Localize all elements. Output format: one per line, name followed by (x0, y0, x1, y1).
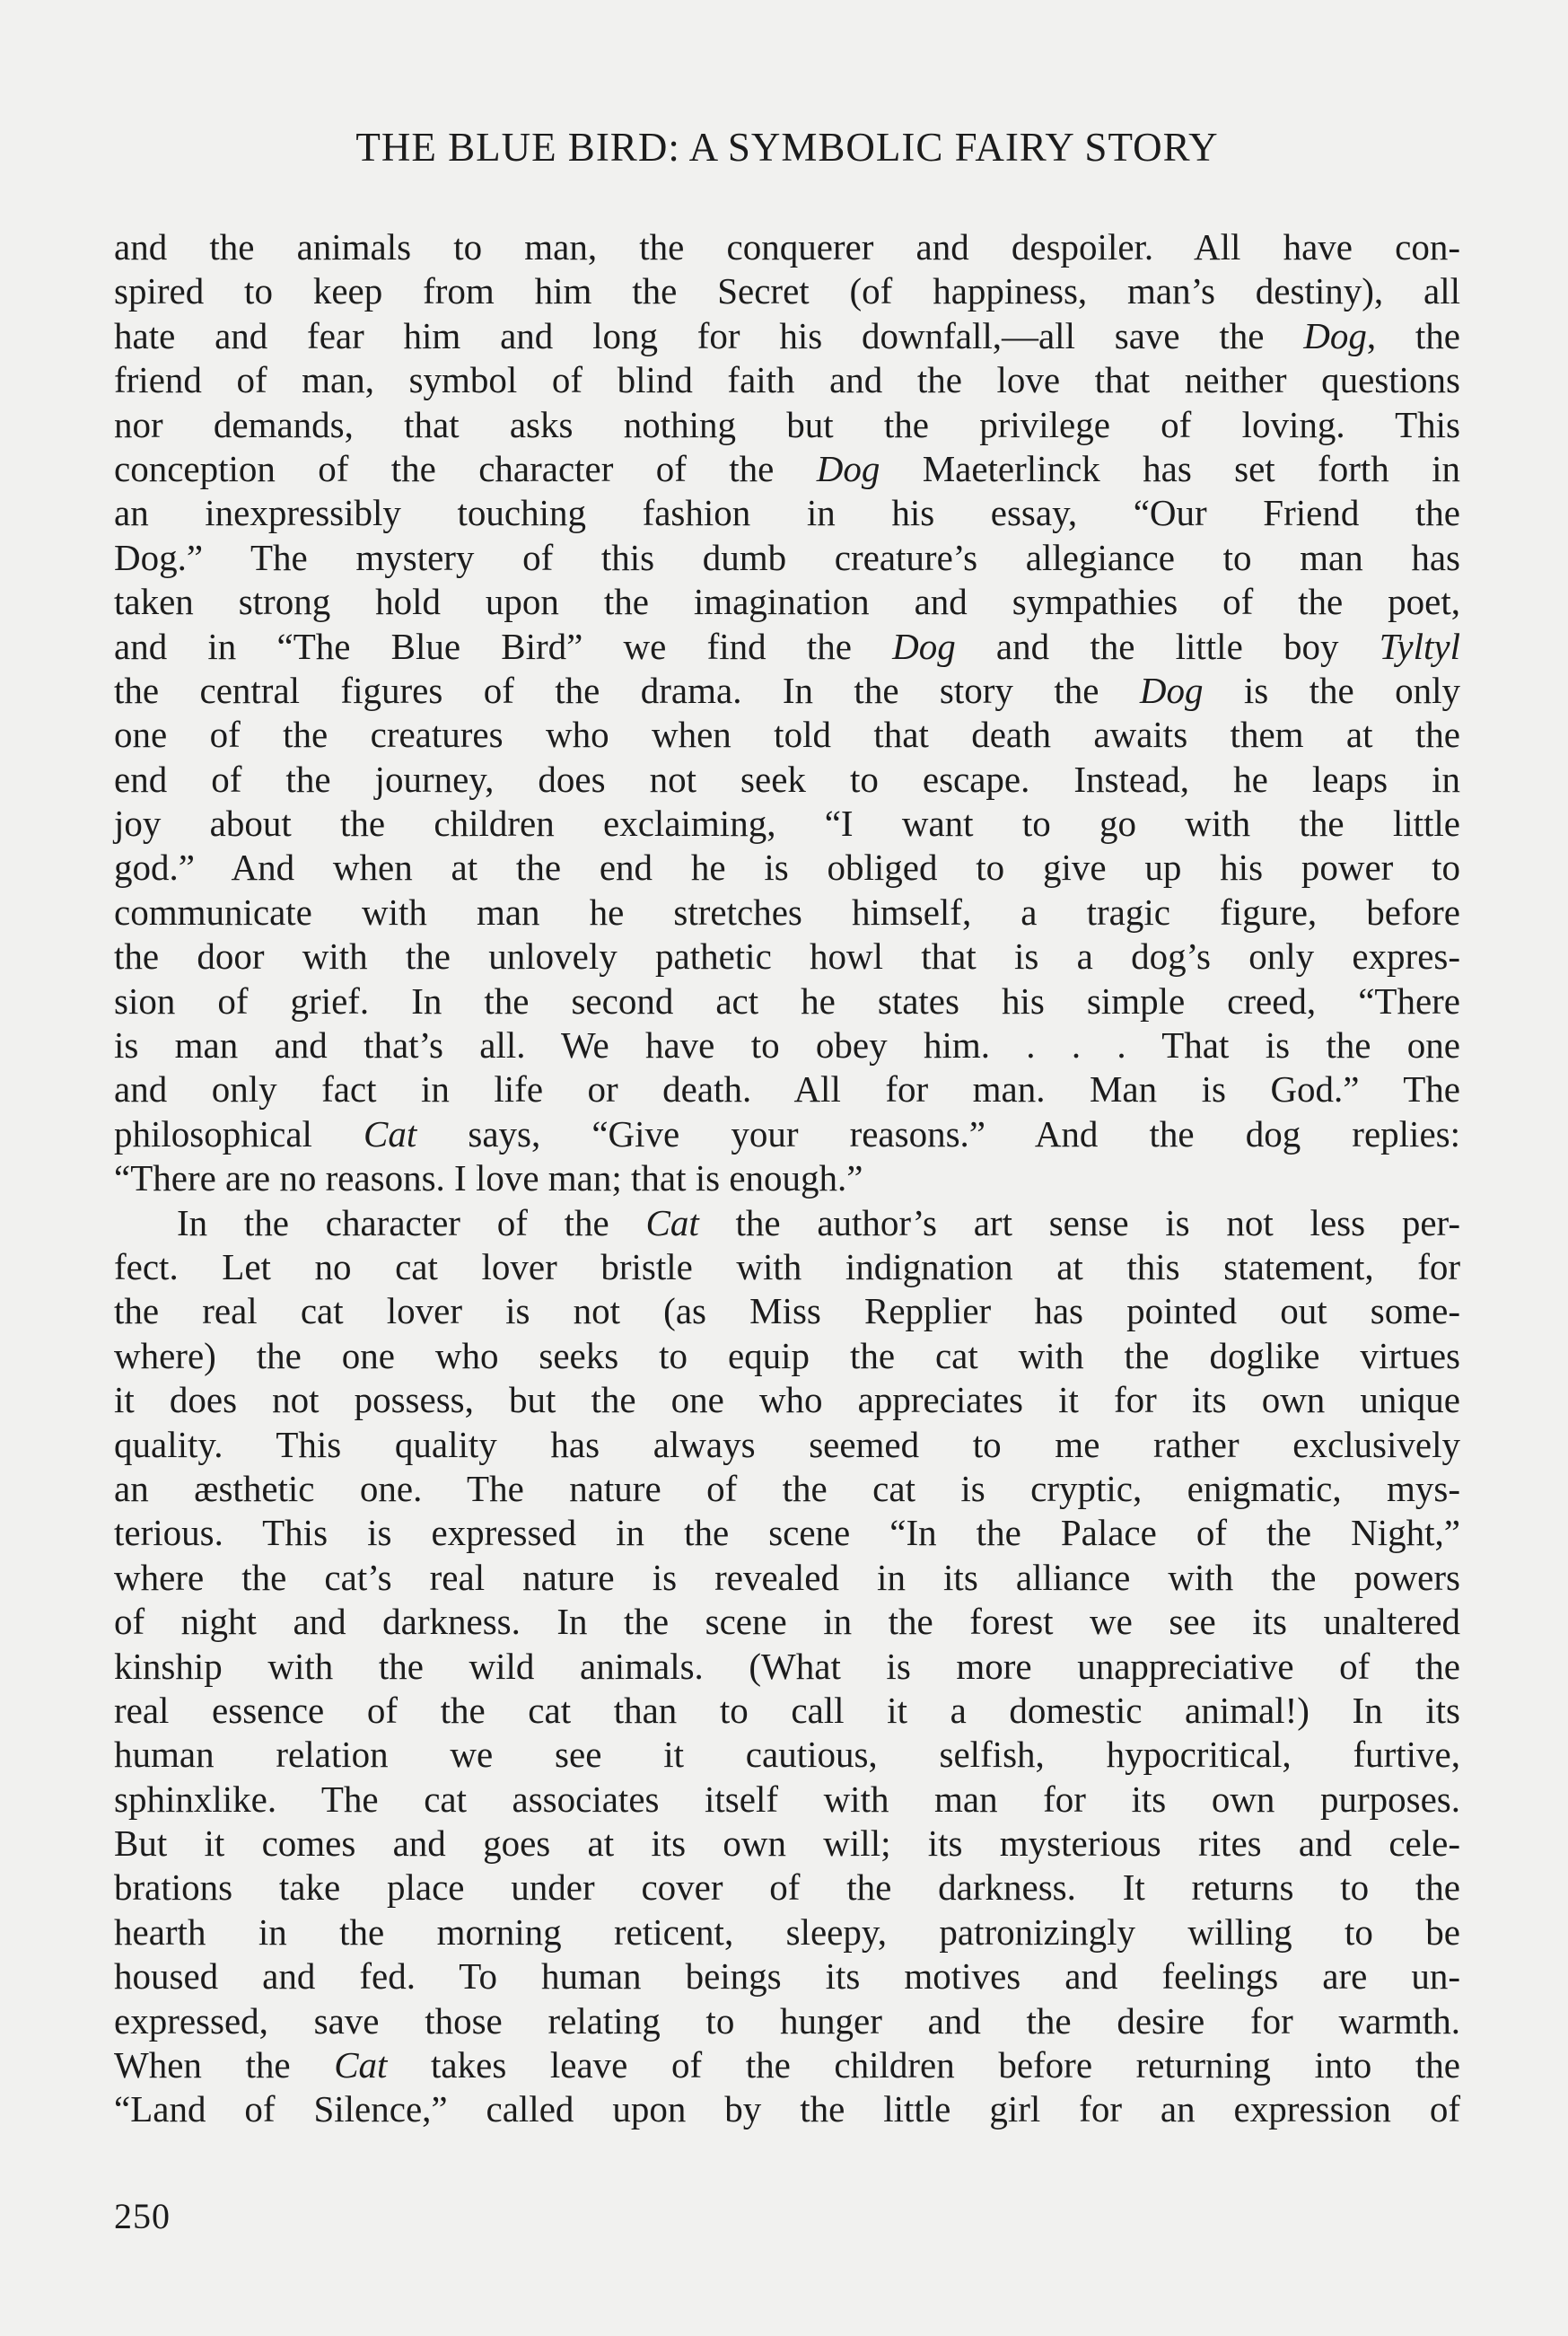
text-line (114, 1334, 1460, 1378)
text-segment: it does not possess, but the one who appreciates it for its own unique (114, 1379, 1460, 1421)
text-segment: god.” And when at the end he is obliged to give up his power to (114, 847, 1460, 889)
text-line (114, 1910, 1460, 1954)
text-segment: real essence of the cat than to call it a domestic animal!) In its (114, 1689, 1460, 1731)
text-segment: “There are no reasons. I love man; that is enough.” (114, 1157, 863, 1199)
text-segment: the central figures of the drama. In the story the (114, 669, 1140, 711)
text-line (114, 891, 1460, 935)
text-segment: Maeterlinck has set forth in (880, 447, 1460, 489)
text-line (114, 1866, 1460, 1910)
text-segment: fect. Let no cat lover bristle with indignation at this statement, for (114, 1245, 1460, 1287)
text-line (114, 2043, 1460, 2087)
text-segment: spired to keep from him the Secret (of happiness, man’s destiny), all (114, 270, 1460, 312)
text-segment: But it comes and goes at its own will; its mysterious rites and cele- (114, 1822, 1460, 1865)
text-line (114, 1201, 1460, 1245)
text-line (114, 403, 1460, 447)
text-line (114, 1822, 1460, 1866)
text-line (114, 1156, 1460, 1200)
italic-text: Dog (1303, 314, 1367, 356)
italic-text: Tyltyl (1379, 625, 1460, 667)
text-line (114, 491, 1460, 535)
text-segment: sphinxlike. The cat associates itself with man for its own purposes. (114, 1778, 1460, 1820)
text-line (114, 1689, 1460, 1733)
text-line (114, 1999, 1460, 2043)
text-line (114, 447, 1460, 491)
text-segment: In the character of the (177, 1201, 646, 1243)
italic-text: Cat (645, 1201, 699, 1243)
text-segment: end of the journey, does not seek to escape. Instead, he leaps in (114, 758, 1460, 800)
text-line (114, 935, 1460, 979)
text-line (114, 1112, 1460, 1156)
text-segment: communicate with man he stretches himself, a tragic figure, before (114, 891, 1460, 933)
text-line (114, 269, 1460, 313)
text-segment: joy about the children exclaiming, “I want to go with the little (114, 803, 1460, 845)
text-line (114, 1067, 1460, 1111)
text-segment: takes leave of the children before returning into the (387, 2044, 1460, 2086)
text-segment: “Land of Silence,” called upon by the little girl for an expression of (114, 2088, 1460, 2130)
italic-text: Cat (364, 1112, 417, 1155)
page-number: 250 (114, 2196, 171, 2236)
text-segment: sion of grief. In the second act he states his simple creed, “There (114, 979, 1460, 1022)
text-segment: When the (114, 2044, 335, 2086)
text-segment: says, “Give your reasons.” And the dog replies: (416, 1112, 1460, 1155)
text-line (114, 1733, 1460, 1777)
italic-text: Dog (816, 447, 880, 489)
text-line (114, 1289, 1460, 1333)
italic-text: Dog (892, 625, 956, 667)
text-line (114, 802, 1460, 846)
italic-text: Cat (334, 2044, 388, 2086)
text-segment: an inexpressibly touching fashion in his essay, “Our Friend the (114, 492, 1460, 534)
body-text (114, 225, 1460, 2132)
text-line (114, 979, 1460, 1023)
text-segment: housed and fed. To human beings its motives and feelings are un- (114, 1955, 1460, 1998)
text-segment: is the only (1203, 669, 1461, 711)
text-segment: where the cat’s real nature is revealed in its alliance with the powers (114, 1556, 1460, 1598)
italic-text: Dog (1139, 669, 1204, 711)
text-segment: friend of man, symbol of blind faith and the love that neither questions (114, 359, 1460, 401)
text-line (114, 1954, 1460, 1998)
text-line (114, 846, 1460, 890)
text-line (114, 580, 1460, 624)
text-segment: and the little boy (955, 625, 1380, 667)
text-line (114, 1778, 1460, 1822)
text-segment: and the animals to man, the conquerer and despoiler. All have con- (114, 226, 1460, 268)
text-line (114, 1556, 1460, 1600)
text-line (114, 225, 1460, 269)
text-segment: and only fact in life or death. All for man. Man is God.” The (114, 1068, 1460, 1111)
text-line (114, 358, 1460, 402)
text-segment: human relation we see it cautious, selfish, hypocritical, furtive, (114, 1734, 1460, 1776)
text-segment: and in “The Blue Bird” we find the (114, 625, 893, 667)
text-segment: the real cat lover is not (as Miss Repplier has pointed out some- (114, 1290, 1460, 1332)
text-segment: taken strong hold upon the imagination and sympathies of the poet, (114, 581, 1460, 623)
text-segment: one of the creatures who when told that death awaits them at the (114, 714, 1460, 756)
text-segment: , the (1366, 314, 1460, 356)
text-line (114, 1467, 1460, 1511)
text-line (114, 1511, 1460, 1555)
text-segment: terious. This is expressed in the scene “In the Palace of the Night,” (114, 1512, 1460, 1554)
text-segment: quality. This quality has always seemed to me rather exclusively (114, 1423, 1460, 1465)
text-segment: hate and fear him and long for his downfall,—all save the (114, 314, 1304, 356)
text-segment: the author’s art sense is not less per- (698, 1201, 1460, 1243)
text-line (114, 2087, 1460, 2131)
text-line (114, 625, 1460, 669)
text-segment: brations take place under cover of the darkness. It returns to the (114, 1866, 1460, 1909)
text-segment: conception of the character of the (114, 447, 817, 489)
text-segment: expressed, save those relating to hunger and the desire for warmth. (114, 1999, 1460, 2042)
text-line (114, 1023, 1460, 1067)
text-segment: an æsthetic one. The nature of the cat is cryptic, enigmatic, mys- (114, 1467, 1460, 1509)
text-segment: the door with the unlovely pathetic howl that is a dog’s only expres- (114, 935, 1460, 978)
text-line (114, 713, 1460, 757)
text-segment: where) the one who seeks to equip the cat with the doglike virtues (114, 1334, 1460, 1376)
text-segment: is man and that’s all. We have to obey him. . . . That is the one (114, 1024, 1460, 1067)
text-line (114, 758, 1460, 802)
text-line (114, 669, 1460, 713)
text-line (114, 314, 1460, 358)
text-segment: kinship with the wild animals. (What is more unappreciative of the (114, 1645, 1460, 1687)
text-line (114, 1245, 1460, 1289)
running-head: THE BLUE BIRD: A SYMBOLIC FAIRY STORY (355, 125, 1219, 170)
text-line (114, 1600, 1460, 1644)
text-segment: nor demands, that asks nothing but the privilege of loving. This (114, 403, 1460, 445)
text-line (114, 1378, 1460, 1422)
text-line (114, 536, 1460, 580)
text-segment: Dog.” The mystery of this dumb creature’s allegiance to man has (114, 536, 1460, 578)
text-segment: hearth in the morning reticent, sleepy, patronizingly willing to be (114, 1910, 1460, 1953)
text-line (114, 1645, 1460, 1689)
text-line (114, 1423, 1460, 1467)
text-segment: philosophical (114, 1112, 364, 1155)
text-segment: of night and darkness. In the scene in the forest we see its unaltered (114, 1601, 1460, 1643)
